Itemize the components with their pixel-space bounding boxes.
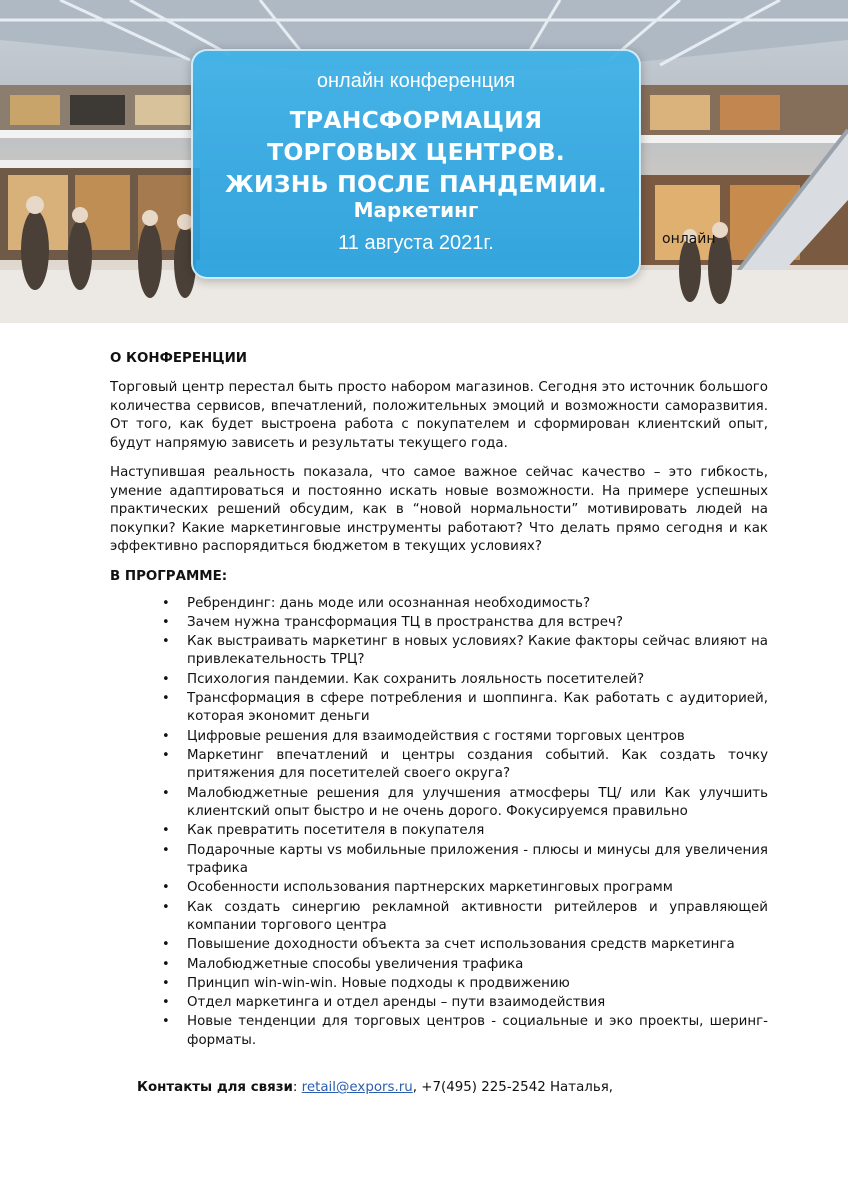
- about-paragraph: Торговый центр перестал быть просто набором магазинов. Сегодня это источник большого количества сервисов, впечатлений, положительных эмоций и возможности саморазвития. От того, как будет выстроена работа с покупателем и сформирован клиентский опыт, будут напрямую зависеть и результаты текущего года.: [110, 380, 768, 451]
- list-item: [110, 994, 768, 1013]
- list-item-text: Психология пандемии. Как сохранить лояльность посетителей?: [187, 671, 645, 687]
- list-item: [110, 956, 768, 975]
- bullet-icon: •: [162, 633, 170, 649]
- program-heading: В ПРОГРАММЕ:: [110, 568, 228, 584]
- conference-title: [193, 104, 639, 200]
- program-list: [110, 595, 768, 1051]
- list-item: [110, 879, 768, 898]
- list-item: [110, 747, 768, 784]
- list-item-text: Ребрендинг: дань моде или осознанная необходимость?: [187, 595, 591, 611]
- contact-email-link[interactable]: retail@expors.ru: [301, 1080, 413, 1095]
- list-item: [110, 633, 768, 670]
- overlay-online-label: онлайн: [662, 231, 716, 247]
- conference-topic: Маркетинг: [353, 198, 479, 222]
- bullet-icon: •: [162, 823, 170, 839]
- bullet-icon: •: [162, 937, 170, 953]
- conference-title-card: [191, 49, 641, 279]
- list-item: [110, 842, 768, 879]
- list-item-text: Повышение доходности объекта за счет использования средств маркетинга: [187, 937, 735, 953]
- list-item: [110, 899, 768, 936]
- about-heading: О КОНФЕРЕНЦИИ: [110, 351, 248, 366]
- conference-date: 11 августа 2021г.: [338, 232, 494, 254]
- conference-kicker: онлайн конференция: [316, 70, 516, 92]
- list-item: [110, 936, 768, 955]
- contacts-line: [137, 1080, 613, 1095]
- bullet-icon: •: [162, 842, 170, 858]
- list-item: [110, 822, 768, 841]
- list-item: [110, 690, 768, 727]
- bullet-icon: •: [162, 1014, 170, 1030]
- list-item: [110, 1013, 768, 1050]
- contact-phone-text: , +7(495) 225-2542 Наталья,: [412, 1080, 614, 1095]
- list-item-text: Новые тенденции для торговых центров - социальные и эко проекты, шеринг-форматы.: [187, 1014, 768, 1048]
- bullet-icon: •: [162, 785, 170, 801]
- bullet-icon: •: [162, 956, 170, 972]
- bullet-icon: •: [162, 975, 170, 991]
- list-item-text: Как создать синергию рекламной активности ритейлеров и управляющей компании торгового центра: [187, 899, 768, 934]
- contacts-label: Контакты для связи: [137, 1080, 293, 1095]
- list-item-text: Как превратить посетителя в покупателя: [187, 823, 485, 839]
- bullet-icon: •: [162, 614, 170, 630]
- list-item-text: Трансформация в сфере потребления и шоппинга. Как работать с аудиторией, которая экономит деньги: [187, 690, 768, 725]
- hero-banner: [0, 0, 848, 323]
- list-item-text: Отдел маркетинга и отдел аренды – пути взаимодействия: [187, 994, 606, 1010]
- list-item: [110, 975, 768, 994]
- list-item-text: Особенности использования партнерских маркетинговых программ: [187, 880, 673, 896]
- bullet-icon: •: [162, 690, 170, 706]
- about-paragraph: Наступившая реальность показала, что самое важное сейчас качество – это гибкость, умение адаптироваться и постоянно искать новые возможности. На примере успешных практических решений обсудим, как в “новой нормальности” мотивировать людей на покупки? Какие маркетинговые инструменты работают? Что делать прямо сегодня и как эффективно распорядиться бюджетом в текущих условиях?: [110, 465, 768, 554]
- bullet-icon: •: [162, 671, 170, 687]
- list-item-text: Малобюджетные решения для улучшения атмосферы ТЦ/ или Как улучшить клиентский опыт быстро и не очень дорого. Фокусируемся правильно: [187, 785, 768, 820]
- list-item: [110, 728, 768, 747]
- title-line: ТРАНСФОРМАЦИЯ: [289, 106, 543, 134]
- bullet-icon: •: [162, 994, 170, 1010]
- list-item-text: Малобюджетные способы увеличения трафика: [187, 956, 524, 972]
- bullet-icon: •: [162, 899, 170, 915]
- list-item: [110, 671, 768, 690]
- list-item: [110, 785, 768, 822]
- list-item-text: Как выстраивать маркетинг в новых условиях? Какие факторы сейчас влияют на привлекательность ТРЦ?: [187, 633, 768, 668]
- list-item: [110, 614, 768, 633]
- list-item-text: Зачем нужна трансформация ТЦ в пространства для встреч?: [187, 614, 623, 630]
- bullet-icon: •: [162, 747, 170, 763]
- bullet-icon: •: [162, 880, 170, 896]
- list-item: [110, 595, 768, 614]
- list-item-text: Маркетинг впечатлений и центры создания событий. Как создать точку притяжения для посетителей своего округа?: [187, 747, 768, 782]
- title-line: ЖИЗНЬ ПОСЛЕ ПАНДЕМИИ.: [225, 170, 607, 198]
- list-item-text: Принцип win-win-win. Новые подходы к продвижению: [187, 975, 570, 991]
- list-item-text: Цифровые решения для взаимодействия с гостями торговых центров: [187, 728, 685, 744]
- document-body: [110, 350, 768, 1051]
- title-line: ТОРГОВЫХ ЦЕНТРОВ.: [267, 138, 565, 166]
- list-item-text: Подарочные карты vs мобильные приложения - плюсы и минусы для увеличения трафика: [187, 842, 768, 877]
- contacts-colon: :: [292, 1080, 302, 1095]
- bullet-icon: •: [162, 595, 170, 611]
- bullet-icon: •: [162, 728, 170, 744]
